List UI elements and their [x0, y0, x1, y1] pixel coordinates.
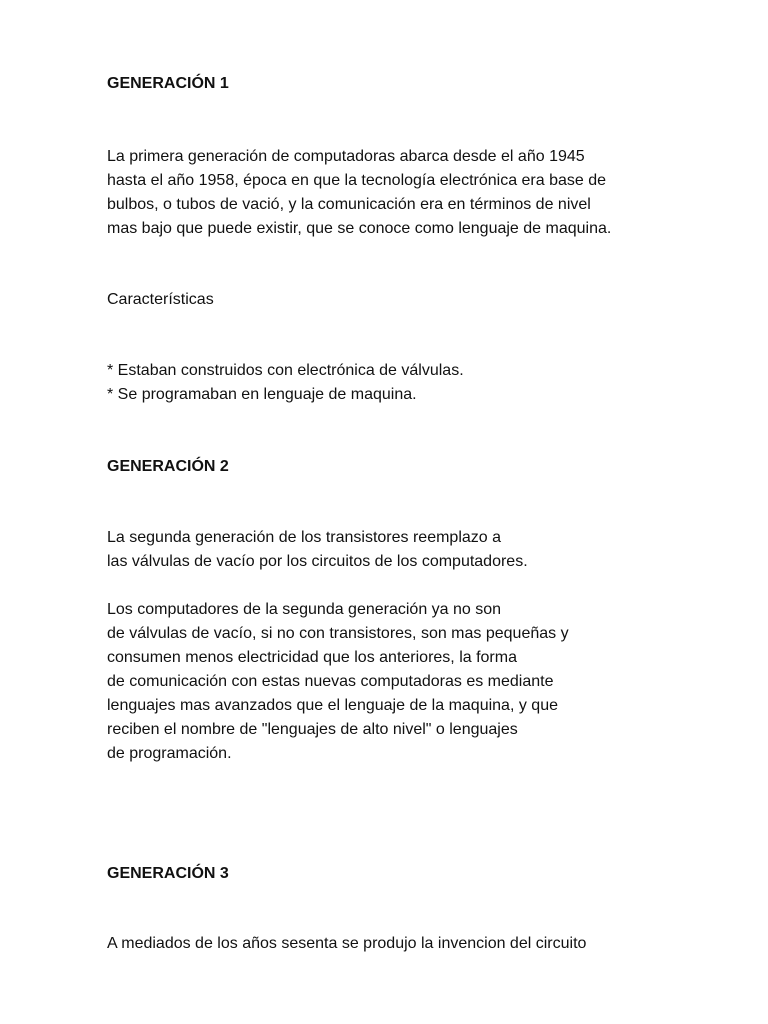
list-item: * Estaban construidos con electrónica de válvulas.: [107, 362, 464, 379]
text-line: hasta el año 1958, época en que la tecnología electrónica era base de: [107, 172, 607, 189]
text-line: de válvulas de vacío, si no con transistores, son mas pequeñas y: [107, 625, 569, 642]
text-line: consumen menos electricidad que los anteriores, la forma: [107, 649, 517, 666]
heading-generacion-1: GENERACIÓN 1: [107, 75, 229, 92]
gen3-paragraph: [107, 932, 586, 956]
text-line: mas bajo que puede existir, que se conoce como lenguaje de maquina.: [107, 220, 612, 237]
characteristics-label: Características: [107, 291, 214, 308]
heading-generacion-3: GENERACIÓN 3: [107, 865, 229, 882]
text-line: de programación.: [107, 745, 232, 762]
text-line: lenguajes mas avanzados que el lenguaje de la maquina, y que: [107, 697, 558, 714]
gen2-paragraph-2: [107, 598, 569, 766]
gen2-paragraph-1: [107, 526, 528, 574]
text-line: las válvulas de vacío por los circuitos de los computadores.: [107, 553, 528, 570]
text-line: La primera generación de computadoras abarca desde el año 1945: [107, 148, 585, 165]
text-line: A mediados de los años sesenta se produjo la invencion del circuito: [107, 935, 587, 952]
text-line: de comunicación con estas nuevas computadoras es mediante: [107, 673, 554, 690]
text-line: bulbos, o tubos de vació, y la comunicación era en términos de nivel: [107, 196, 591, 213]
text-line: Los computadores de la segunda generación ya no son: [107, 601, 502, 618]
heading-generacion-2: GENERACIÓN 2: [107, 458, 229, 475]
characteristics-list: [107, 359, 464, 407]
list-item: * Se programaban en lenguaje de maquina.: [107, 386, 417, 403]
gen1-paragraph: [107, 145, 611, 241]
text-line: La segunda generación de los transistores reemplazo a: [107, 529, 502, 546]
text-line: reciben el nombre de "lenguajes de alto nivel" o lenguajes: [107, 721, 518, 738]
